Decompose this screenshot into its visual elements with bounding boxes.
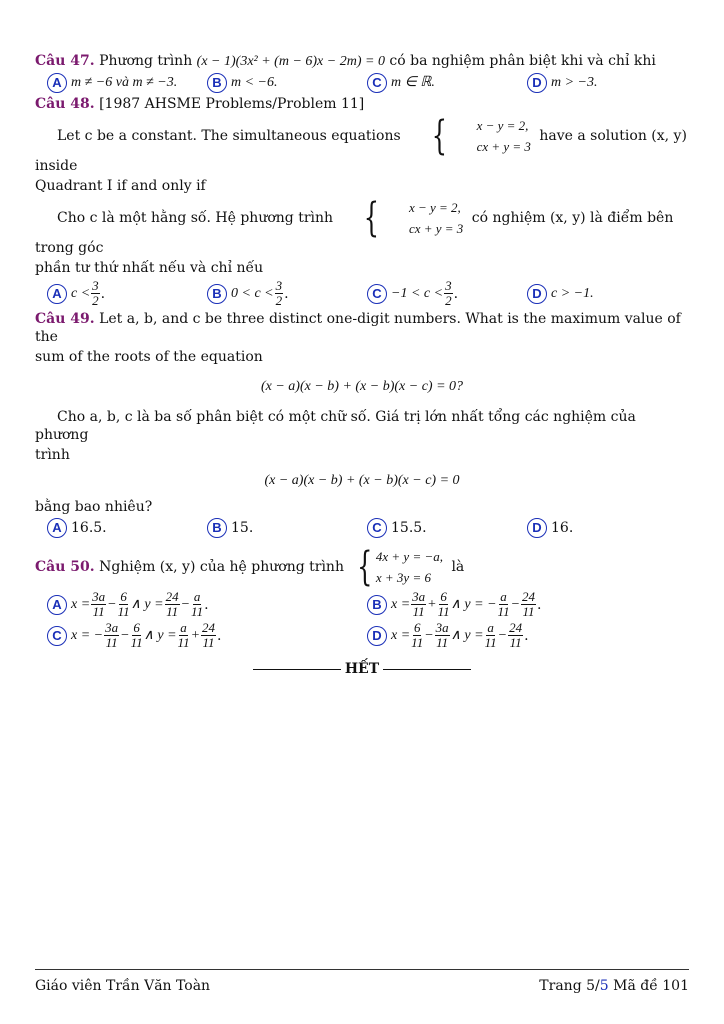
fraction [435, 621, 450, 650]
expr: ∧ y = [130, 596, 164, 612]
sys-line: x + 3y = 6 [375, 570, 431, 585]
numerator: a [500, 589, 507, 604]
option-text: 15. [231, 520, 254, 536]
numerator: 6 [120, 589, 127, 604]
expr: − [120, 627, 130, 643]
denominator: 11 [497, 604, 510, 619]
question-text: Phương trình [99, 53, 193, 69]
option-c[interactable] [367, 279, 527, 308]
text: trình [35, 447, 70, 463]
fraction [191, 590, 203, 619]
option-d[interactable] [367, 621, 687, 650]
option-a[interactable] [47, 518, 207, 538]
sys-line: 4x + y = −a, [375, 549, 443, 564]
expr: + [427, 596, 437, 612]
question-text: là [451, 559, 465, 575]
question-48 [35, 95, 689, 113]
expr: − [424, 627, 434, 643]
text: có nghiệm (x, y) là điểm bên trong góc [35, 210, 674, 256]
page-prefix: Trang 5/ [539, 978, 600, 994]
option-badge: B [207, 73, 227, 93]
option-c[interactable] [367, 518, 527, 538]
question-50 [35, 546, 689, 588]
options-50-row2 [47, 621, 689, 650]
denominator: 11 [436, 635, 449, 650]
numerator: 6 [413, 620, 421, 635]
option-text: 15.5. [391, 520, 427, 536]
fraction [91, 279, 100, 308]
option-text: c < [71, 285, 91, 301]
denominator: 11 [166, 604, 179, 619]
option-badge: A [47, 284, 67, 304]
fraction [438, 590, 450, 619]
fraction [165, 590, 180, 619]
denominator: 11 [92, 604, 105, 619]
numerator: 24 [509, 620, 523, 635]
question-text: có ba nghiệm phân biệt khi và chỉ khi [389, 53, 656, 69]
question-source: [1987 AHSME Problems/Problem 11] [99, 96, 365, 112]
denominator: 11 [411, 635, 424, 650]
exam-code: Mã đề 101 [613, 978, 689, 994]
text: phần tư thứ nhất nếu và chỉ nếu [35, 260, 264, 276]
denominator: 2 [275, 293, 283, 308]
text: Quadrant I if and only if [35, 178, 206, 194]
question-49 [35, 310, 689, 346]
option-text: −1 < c < [391, 285, 444, 301]
numerator: a [487, 620, 494, 635]
option-b[interactable] [207, 73, 367, 93]
denominator: 2 [92, 293, 99, 308]
options-48 [47, 279, 689, 308]
option-c[interactable] [47, 621, 367, 650]
expr: x = − [71, 627, 104, 643]
divider [253, 669, 341, 670]
option-b[interactable] [207, 518, 367, 538]
denominator: 11 [522, 604, 535, 619]
denominator: 11 [191, 604, 204, 619]
numerator: 3 [445, 278, 452, 293]
expr: x = [391, 627, 411, 643]
punct: . [453, 285, 459, 302]
expr: ∧ y = [450, 627, 484, 643]
question-text: Let a, b, and c be three distinct one-digit numbers. What is the maximum value of the [35, 311, 681, 345]
text: have a solution (x, y) inside [35, 128, 687, 174]
option-badge: A [47, 73, 67, 93]
option-badge: A [47, 518, 67, 538]
option-d[interactable] [527, 518, 687, 538]
numerator: 6 [440, 589, 447, 604]
denominator: 11 [437, 604, 450, 619]
option-a[interactable] [47, 279, 207, 308]
options-50-row1 [47, 590, 689, 619]
numerator: 3a [105, 620, 119, 635]
question-label: Câu 47. [35, 53, 95, 69]
denominator: 11 [117, 604, 130, 619]
equation: (x − a)(x − b) + (x − b)(x − c) = 0 [264, 473, 460, 488]
option-badge: B [207, 284, 227, 304]
options-49 [47, 518, 689, 538]
option-b[interactable] [367, 590, 687, 619]
option-badge: B [207, 518, 227, 538]
end-marker [35, 660, 689, 678]
numerator: 3a [412, 589, 426, 604]
numerator: 3a [435, 620, 449, 635]
punct: . [284, 285, 289, 302]
option-b[interactable] [207, 279, 367, 308]
option-text: 16.5. [71, 520, 107, 536]
equation-system: { x − y = 2, cx + y = 3 [431, 113, 531, 159]
expr: − [497, 627, 508, 643]
option-badge: B [367, 595, 387, 615]
option-badge: D [527, 73, 547, 93]
expr: x = [391, 596, 411, 612]
sys-line: x − y = 2, [408, 200, 461, 215]
expr: − [510, 596, 521, 612]
question-text-en [35, 115, 689, 175]
fraction [91, 590, 106, 619]
question-47 [35, 52, 689, 71]
text: sum of the roots of the equation [35, 349, 263, 365]
teacher-name: Giáo viên Trần Văn Toàn [35, 978, 211, 994]
punct: . [537, 596, 542, 613]
punct: . [204, 596, 209, 613]
sys-line: cx + y = 3 [408, 221, 464, 236]
numerator: 3a [92, 589, 106, 604]
fraction [411, 590, 426, 619]
fraction [498, 590, 510, 619]
denominator: 11 [177, 635, 190, 650]
question-label: Câu 49. [35, 311, 95, 327]
option-text: m < −6. [231, 75, 278, 90]
denominator: 11 [484, 635, 497, 650]
equation: (x − a)(x − b) + (x − b)(x − c) = 0? [260, 379, 464, 394]
fraction [508, 621, 523, 650]
equation-system: { x − y = 2, cx + y = 3 [364, 195, 464, 241]
divider [383, 669, 471, 670]
option-d[interactable] [527, 279, 687, 308]
fraction [275, 279, 284, 308]
fraction [485, 621, 497, 650]
option-badge: A [47, 595, 67, 615]
denominator: 11 [412, 604, 425, 619]
expr: − [107, 596, 117, 612]
punct: . [100, 285, 106, 302]
fraction [444, 279, 453, 308]
expr: + [190, 627, 201, 643]
option-badge: C [47, 626, 67, 646]
denominator: 2 [445, 293, 452, 308]
expr: − [180, 596, 191, 612]
fraction [201, 621, 216, 650]
option-badge: D [527, 284, 547, 304]
fraction [521, 590, 536, 619]
option-badge: D [367, 626, 387, 646]
fraction [178, 621, 190, 650]
equation-system: { 4x + y = −a, x + 3y = 6 [357, 544, 443, 590]
page-footer [35, 969, 689, 994]
option-d[interactable] [527, 73, 687, 93]
option-badge: C [367, 518, 387, 538]
page-info [539, 978, 689, 994]
option-c[interactable] [367, 73, 527, 93]
text: Let c be a constant. The simultaneous equations [57, 128, 401, 144]
text: Cho c là một hằng số. Hệ phương trình [57, 210, 334, 226]
option-a[interactable] [47, 73, 207, 93]
denominator: 11 [105, 635, 118, 650]
option-text: m ≠ −6 và m ≠ −3. [71, 75, 178, 90]
options-47 [47, 73, 689, 93]
denominator: 11 [509, 635, 522, 650]
numerator: 3 [275, 278, 283, 293]
question-text-vi [35, 197, 689, 257]
sys-line: cx + y = 3 [476, 139, 531, 154]
option-text: m > −3. [551, 75, 598, 90]
denominator: 11 [202, 635, 215, 650]
fraction [104, 621, 119, 650]
punct: . [217, 627, 222, 644]
numerator: a [193, 589, 201, 604]
text: Cho a, b, c là ba số phân biệt có một chữ số. Giá trị lớn nhất tổng các nghiệm của phương [35, 409, 636, 443]
fraction [118, 590, 130, 619]
option-badge: D [527, 518, 547, 538]
end-text: HẾT [344, 661, 380, 677]
numerator: 24 [522, 589, 536, 604]
option-badge: C [367, 284, 387, 304]
numerator: 6 [133, 620, 140, 635]
page-total: 5 [599, 978, 609, 994]
option-text: 0 < c < [231, 285, 274, 301]
option-text: 16. [551, 520, 574, 536]
question-label: Câu 48. [35, 96, 95, 112]
option-badge: C [367, 73, 387, 93]
expr: x = [71, 596, 91, 612]
exam-page [35, 50, 689, 678]
option-text: m ∈ ℝ. [391, 75, 435, 90]
expr: ∧ y = − [450, 596, 497, 612]
punct: . [524, 627, 529, 644]
expr: ∧ y = [143, 627, 177, 643]
equation: (x − 1)(3x² + (m − 6)x − 2m) = 0 [196, 54, 385, 69]
option-a[interactable] [47, 590, 367, 619]
denominator: 11 [130, 635, 143, 650]
numerator: 3 [92, 278, 99, 293]
numerator: 24 [202, 620, 216, 635]
sys-line: x − y = 2, [476, 118, 529, 133]
text: bằng bao nhiêu? [35, 499, 153, 515]
numerator: 24 [165, 589, 179, 604]
question-text: Nghiệm (x, y) của hệ phương trình [99, 559, 344, 575]
numerator: a [180, 620, 187, 635]
option-text: c > −1. [551, 285, 594, 301]
fraction [131, 621, 143, 650]
fraction [411, 621, 423, 650]
question-label: Câu 50. [35, 559, 95, 575]
